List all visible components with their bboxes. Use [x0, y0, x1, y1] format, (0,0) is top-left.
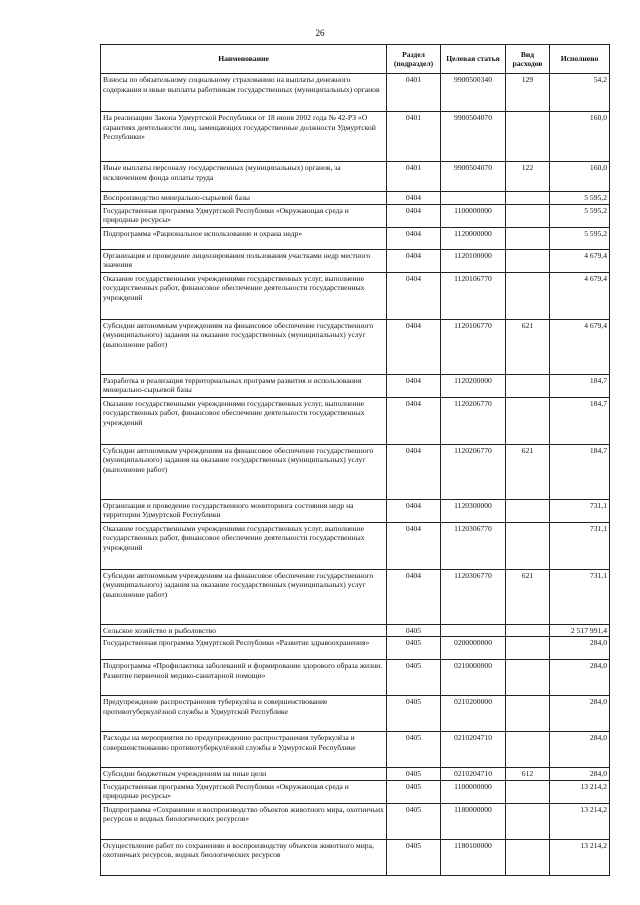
cell-target: 1120206770 [441, 444, 506, 499]
cell-name: Воспроизводство минерально-сырьевой базы [101, 192, 387, 205]
cell-type: 621 [506, 444, 550, 499]
cell-section: 0404 [387, 227, 441, 249]
cell-section: 0405 [387, 660, 441, 696]
cell-section: 0404 [387, 192, 441, 205]
cell-executed: 13 214,2 [550, 839, 610, 875]
cell-name: Государственная программа Удмуртской Республики «Развитие здравоохранения» [101, 637, 387, 660]
cell-name: Субсидии бюджетным учреждениям на иные цели [101, 768, 387, 781]
cell-type [506, 204, 550, 227]
cell-type [506, 780, 550, 803]
cell-executed: 2 517 991,4 [550, 624, 610, 637]
cell-section: 0405 [387, 768, 441, 781]
cell-name: Взносы по обязательному социальному страхованию на выплаты денежного содержания и иные выплаты работникам государственных (муниципальных) органов [101, 74, 387, 112]
table-row [101, 768, 610, 781]
cell-executed: 731,1 [550, 569, 610, 624]
cell-name: На реализацию Закона Удмуртской Республики от 18 июня 2002 года № 42-РЗ «О гарантиях деятельности лиц, замещающих государственные должности Удмуртской Республики» [101, 112, 387, 162]
cell-type [506, 249, 550, 272]
cell-target: 0210200000 [441, 696, 506, 732]
cell-target: 1100000000 [441, 780, 506, 803]
cell-name: Организация и проведение лицензирования пользования участками недр местного значения [101, 249, 387, 272]
table-row [101, 499, 610, 522]
cell-name: Иные выплаты персоналу государственных (муниципальных) органов, за исключением фонда оплаты труда [101, 162, 387, 192]
cell-section: 0401 [387, 74, 441, 112]
cell-section: 0405 [387, 803, 441, 839]
cell-type [506, 839, 550, 875]
cell-target: 1120306770 [441, 522, 506, 569]
cell-name: Субсидии автономным учреждениям на финансовое обеспечение государственного (муниципального) задания на оказание государственных (муниципальных) услуг (выполнение работ) [101, 319, 387, 374]
cell-executed: 4 679,4 [550, 319, 610, 374]
cell-section: 0405 [387, 780, 441, 803]
cell-section: 0405 [387, 696, 441, 732]
cell-section: 0405 [387, 839, 441, 875]
cell-section: 0404 [387, 522, 441, 569]
cell-executed: 5 595,2 [550, 192, 610, 205]
budget-table [100, 44, 610, 876]
header-executed: Исполнено [550, 45, 610, 74]
header-row [101, 45, 610, 74]
table-row [101, 249, 610, 272]
cell-executed: 5 595,2 [550, 227, 610, 249]
cell-target: 1100000000 [441, 204, 506, 227]
cell-executed: 284,0 [550, 732, 610, 768]
cell-name: Разработка и реализация территориальных программ развития и использования минерально-сырьевой базы [101, 374, 387, 397]
cell-target: 9900504070 [441, 112, 506, 162]
table-row [101, 803, 610, 839]
cell-target: 1120100000 [441, 249, 506, 272]
cell-section: 0404 [387, 204, 441, 227]
cell-target: 1120000000 [441, 227, 506, 249]
table-body [101, 74, 610, 876]
cell-target: 1120106770 [441, 319, 506, 374]
cell-name: Осуществление работ по сохранению и воспроизводству объектов животного мира, охотничьих ресурсов, водных биологических ресурсов [101, 839, 387, 875]
cell-target: 9900504070 [441, 162, 506, 192]
cell-name: Оказание государственными учреждениями государственных услуг, выполнение государственных работ, финансовое обеспечение деятельности государственных учреждений [101, 522, 387, 569]
cell-executed: 284,0 [550, 768, 610, 781]
cell-target: 0210204710 [441, 768, 506, 781]
table-row [101, 319, 610, 374]
table-row [101, 839, 610, 875]
cell-executed: 54,2 [550, 74, 610, 112]
cell-type [506, 112, 550, 162]
cell-executed: 284,0 [550, 660, 610, 696]
cell-type [506, 227, 550, 249]
cell-type [506, 624, 550, 637]
cell-section: 0401 [387, 162, 441, 192]
cell-type [506, 660, 550, 696]
table-row [101, 569, 610, 624]
cell-executed: 284,0 [550, 696, 610, 732]
cell-type [506, 374, 550, 397]
table-row [101, 227, 610, 249]
table-row [101, 660, 610, 696]
cell-type [506, 272, 550, 319]
cell-section: 0405 [387, 637, 441, 660]
table-row [101, 272, 610, 319]
cell-target: 0210204710 [441, 732, 506, 768]
table-row [101, 444, 610, 499]
table-row [101, 637, 610, 660]
cell-executed: 184,7 [550, 374, 610, 397]
cell-section: 0404 [387, 319, 441, 374]
cell-executed: 284,0 [550, 637, 610, 660]
cell-executed: 13 214,2 [550, 803, 610, 839]
cell-section: 0404 [387, 499, 441, 522]
cell-name: Государственная программа Удмуртской Республики «Окружающая среда и природные ресурсы» [101, 780, 387, 803]
header-target: Целевая статья [441, 45, 506, 74]
header-type: Вид расходов [506, 45, 550, 74]
cell-name: Сельское хозяйство и рыболовство [101, 624, 387, 637]
cell-executed: 160,0 [550, 112, 610, 162]
cell-target: 1120200000 [441, 374, 506, 397]
table-row [101, 732, 610, 768]
cell-target: 1120300000 [441, 499, 506, 522]
cell-type: 612 [506, 768, 550, 781]
cell-name: Предупреждение распространения туберкулёза и совершенствование противотуберкулёзной службы в Удмуртской Республике [101, 696, 387, 732]
cell-name: Государственная программа Удмуртской Республики «Окружающая среда и природные ресурсы» [101, 204, 387, 227]
header-name: Наименование [101, 45, 387, 74]
cell-section: 0404 [387, 272, 441, 319]
cell-type: 122 [506, 162, 550, 192]
cell-executed: 184,7 [550, 444, 610, 499]
table-row [101, 374, 610, 397]
cell-executed: 5 595,2 [550, 204, 610, 227]
cell-type [506, 499, 550, 522]
cell-section: 0404 [387, 374, 441, 397]
cell-type: 621 [506, 569, 550, 624]
cell-name: Расходы на мероприятия по предупреждению распространения туберкулёза и совершенствованию противотуберкулёзной службы в Удмуртской Республике [101, 732, 387, 768]
cell-target: 1180000000 [441, 803, 506, 839]
cell-target [441, 192, 506, 205]
cell-target: 1180100000 [441, 839, 506, 875]
cell-section: 0404 [387, 569, 441, 624]
cell-target [441, 624, 506, 637]
cell-type: 129 [506, 74, 550, 112]
table-row [101, 522, 610, 569]
cell-section: 0405 [387, 624, 441, 637]
cell-executed: 4 679,4 [550, 249, 610, 272]
cell-name: Субсидии автономным учреждениям на финансовое обеспечение государственного (муниципального) задания на оказание государственных (муниципальных) услуг (выполнение работ) [101, 569, 387, 624]
cell-type [506, 397, 550, 444]
cell-target: 9900500340 [441, 74, 506, 112]
table-row [101, 112, 610, 162]
cell-type [506, 637, 550, 660]
cell-executed: 184,7 [550, 397, 610, 444]
cell-section: 0404 [387, 397, 441, 444]
cell-executed: 13 214,2 [550, 780, 610, 803]
cell-type [506, 732, 550, 768]
cell-target: 1120106770 [441, 272, 506, 319]
table-row [101, 780, 610, 803]
cell-section: 0404 [387, 444, 441, 499]
cell-executed: 4 679,4 [550, 272, 610, 319]
cell-name: Подпрограмма «Рациональное использование и охрана недр» [101, 227, 387, 249]
page-number: 26 [315, 28, 325, 38]
cell-executed: 731,1 [550, 522, 610, 569]
cell-type [506, 803, 550, 839]
table-row [101, 397, 610, 444]
table-row [101, 74, 610, 112]
cell-name: Организация и проведение государственного мониторинга состояния недр на территории Удмуртской Республики [101, 499, 387, 522]
cell-section: 0404 [387, 249, 441, 272]
table-row [101, 192, 610, 205]
cell-executed: 731,1 [550, 499, 610, 522]
cell-name: Подпрограмма «Сохранение и воспроизводство объектов животного мира, охотничьих ресурсов и водных биологических ресурсов» [101, 803, 387, 839]
cell-type: 621 [506, 319, 550, 374]
cell-executed: 160,0 [550, 162, 610, 192]
cell-name: Оказание государственными учреждениями государственных услуг, выполнение государственных работ, финансовое обеспечение деятельности государственных учреждений [101, 397, 387, 444]
table-row [101, 624, 610, 637]
cell-section: 0401 [387, 112, 441, 162]
cell-section: 0405 [387, 732, 441, 768]
cell-name: Оказание государственными учреждениями государственных услуг, выполнение государственных работ, финансовое обеспечение деятельности государственных учреждений [101, 272, 387, 319]
header-section: Раздел (подраздел) [387, 45, 441, 74]
cell-name: Субсидии автономным учреждениям на финансовое обеспечение государственного (муниципального) задания на оказание государственных (муниципальных) услуг (выполнение работ) [101, 444, 387, 499]
cell-type [506, 696, 550, 732]
cell-name: Подпрограмма «Профилактика заболеваний и формирование здорового образа жизни. Развитие первичной медико-санитарной помощи» [101, 660, 387, 696]
cell-target: 0200000000 [441, 637, 506, 660]
cell-target: 0210000000 [441, 660, 506, 696]
cell-target: 1120306770 [441, 569, 506, 624]
cell-type [506, 522, 550, 569]
cell-target: 1120206770 [441, 397, 506, 444]
table-row [101, 162, 610, 192]
cell-type [506, 192, 550, 205]
table-row [101, 696, 610, 732]
table-row [101, 204, 610, 227]
